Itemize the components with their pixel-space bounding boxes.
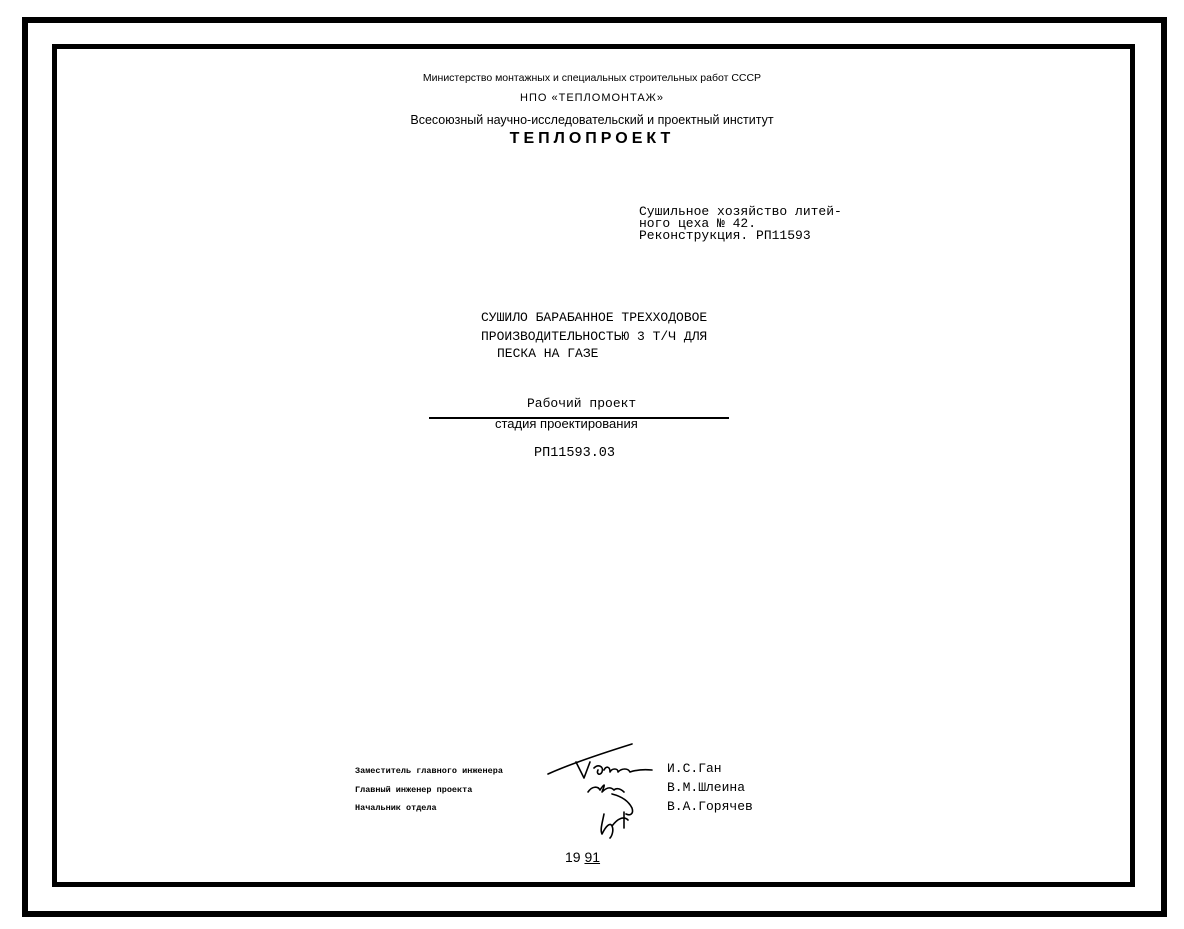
ministry-line: Министерство монтажных и специальных строительных работ СССР xyxy=(422,72,762,84)
stage-value: Рабочий проект xyxy=(527,396,637,411)
stage-caption: стадия проектирования xyxy=(495,416,638,431)
role-department-head: Начальник отдела xyxy=(355,803,437,813)
object-line-3: Реконструкция. РП11593 xyxy=(639,228,811,243)
role-deputy-chief-engineer: Заместитель главного инженера xyxy=(355,766,503,776)
title-line-3: ПЕСКА НА ГАЗЕ xyxy=(497,346,599,361)
institute-line: Всесоюзный научно-исследовательский и проектный институт xyxy=(410,113,774,127)
year xyxy=(565,849,600,865)
object-line-1: Сушильное хозяйство литей- xyxy=(639,204,842,219)
year-prefix: 19 xyxy=(565,849,581,865)
role-chief-project-engineer: Главный инженер проекта xyxy=(355,785,473,795)
title-line-2: ПРОИЗВОДИТЕЛЬНОСТЬЮ 3 Т/Ч ДЛЯ xyxy=(481,329,708,344)
institute-name: ТЕПЛОПРОЕКТ xyxy=(509,130,675,147)
name-chief-project-engineer: В.М.Шлеина xyxy=(667,780,746,795)
object-line-2: ного цеха № 42. xyxy=(639,216,757,231)
handwritten-signatures xyxy=(540,742,665,842)
document-code: РП11593.03 xyxy=(534,446,616,461)
npo-line: НПО «ТЕПЛОМОНТАЖ» xyxy=(520,92,664,104)
title-line-1: СУШИЛО БАРАБАННОЕ ТРЕХХОДОВОЕ xyxy=(481,310,708,325)
name-deputy-chief-engineer: И.С.Ган xyxy=(667,761,722,776)
name-department-head: В.А.Горячев xyxy=(667,799,753,814)
year-suffix: 91 xyxy=(584,849,601,865)
